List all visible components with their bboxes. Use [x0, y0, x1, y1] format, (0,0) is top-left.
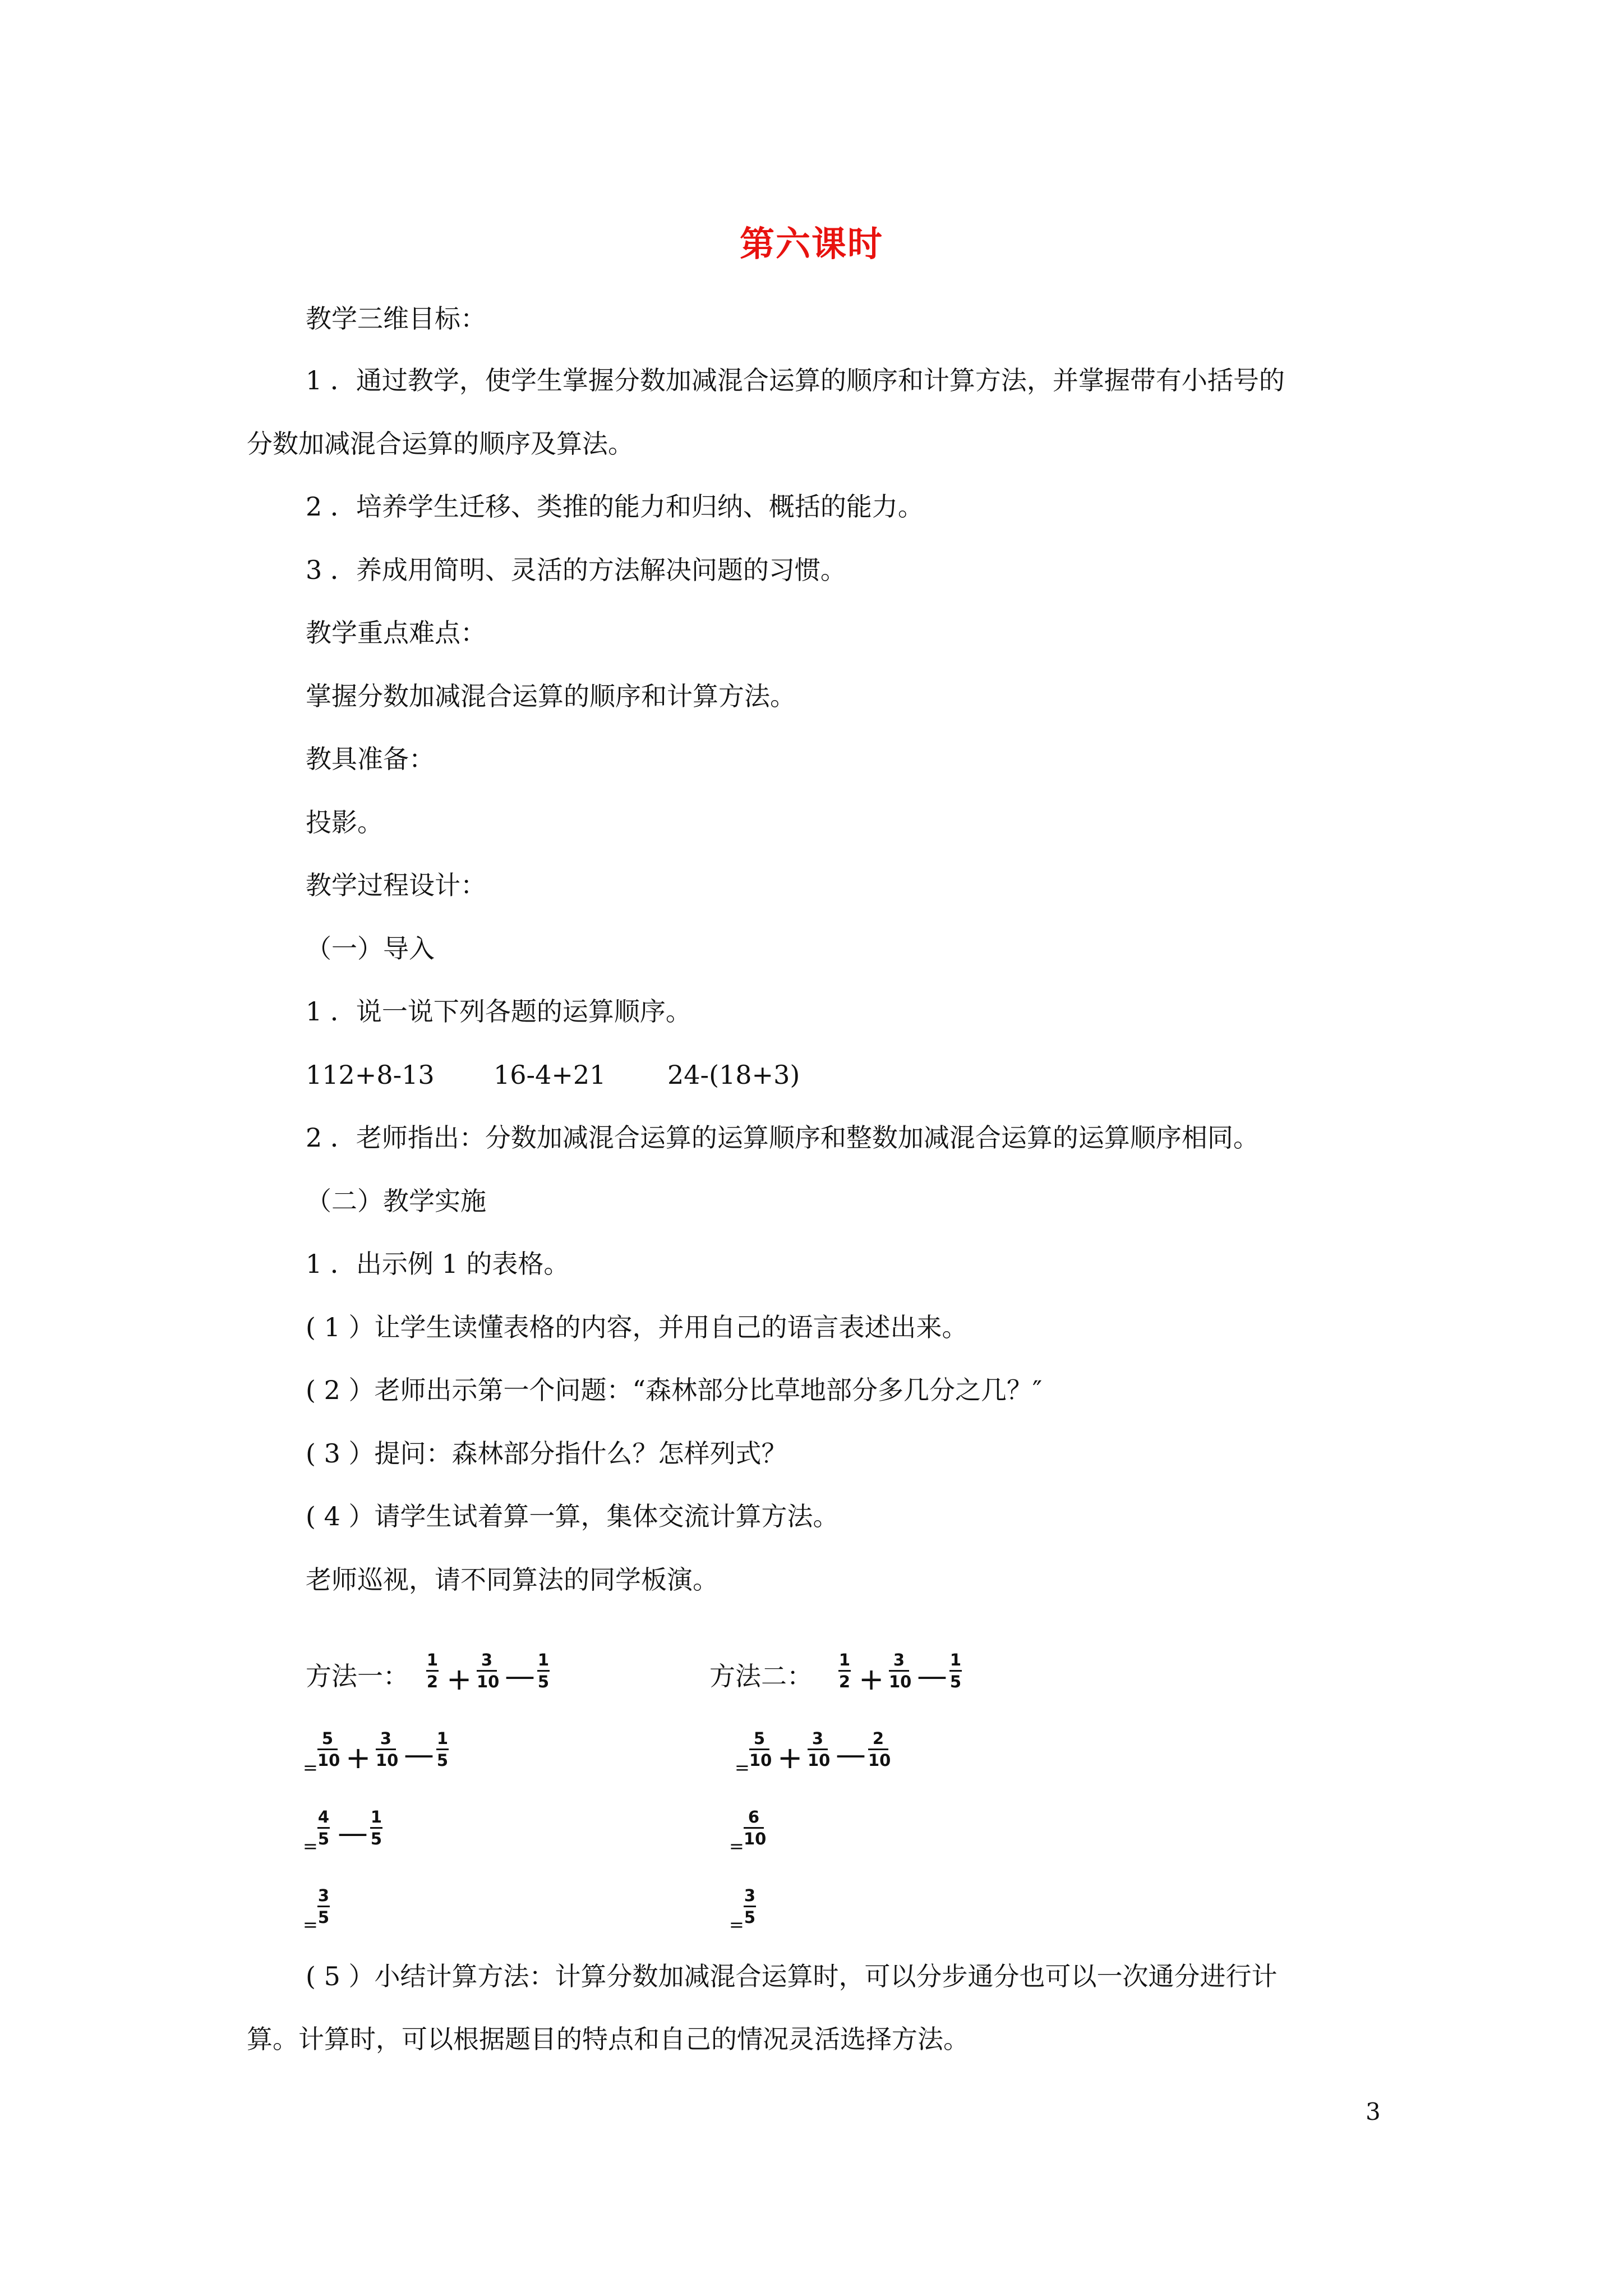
fraction-bar — [744, 1906, 756, 1907]
impl-step-4: ( 4 ）请学生试着算一算，集体交流计算方法。 — [306, 1501, 839, 1531]
numerator: 6 — [748, 1807, 760, 1826]
fraction-bar — [477, 1670, 497, 1672]
m1-row1-fraction-3 — [537, 1652, 550, 1690]
impl-step-1: ( 1 ）让学生读懂表格的内容，并用自己的语言表述出来。 — [306, 1312, 968, 1342]
impl-step-3: ( 3 ）提问：森林部分指什么？怎样列式？ — [306, 1438, 787, 1469]
m1-row3-fraction-1 — [317, 1809, 330, 1847]
numerator: 3 — [380, 1729, 392, 1748]
m2-row4-fraction-1 — [744, 1888, 756, 1926]
fraction-bar — [317, 1906, 330, 1907]
objective-3: 3 ．养成用简明、灵活的方法解决问题的习惯。 — [306, 555, 846, 585]
numerator: 3 — [744, 1886, 756, 1905]
m1-row4-fraction-1 — [317, 1888, 330, 1926]
m2-row3-equals-sign: = — [729, 1835, 744, 1857]
page-title: 第六课时 — [739, 223, 883, 264]
denominator: 2 — [426, 1672, 439, 1691]
m1-row3-minus-sign: — — [338, 1815, 368, 1851]
m2-row1-fraction-2 — [889, 1650, 912, 1691]
m2-row2-minus-sign: — — [836, 1737, 866, 1772]
fraction-bar — [868, 1749, 888, 1750]
denominator: 10 — [477, 1672, 500, 1691]
section-heading-process: 教学过程设计： — [306, 870, 486, 900]
m2-row2-fraction-1 — [749, 1729, 772, 1770]
numerator: 1 — [426, 1650, 439, 1669]
m2-row1-fraction-1 — [838, 1652, 851, 1690]
subsection-implementation: （二）教学实施 — [306, 1186, 486, 1216]
denominator: 10 — [376, 1751, 399, 1770]
fraction-bar — [317, 1749, 338, 1750]
method-2-label: 方法二： — [709, 1661, 813, 1691]
numerator: 5 — [753, 1729, 766, 1748]
numerator: 1 — [949, 1650, 962, 1669]
fraction-bar — [949, 1670, 962, 1672]
denominator: 10 — [317, 1751, 340, 1770]
m1-row1-plus-sign: + — [446, 1662, 472, 1697]
numerator: 3 — [317, 1886, 330, 1905]
m1-row1-fraction-1 — [426, 1652, 439, 1690]
numerator: 1 — [436, 1729, 449, 1748]
m2-row1-plus-sign: + — [859, 1662, 884, 1697]
denominator: 10 — [889, 1672, 912, 1691]
m2-row2-plus-sign: + — [777, 1740, 803, 1775]
m1-row2-fraction-3 — [436, 1731, 449, 1769]
denominator: 10 — [749, 1751, 772, 1770]
page-number: 3 — [1366, 2098, 1381, 2125]
impl-note: 老师巡视，请不同算法的同学板演。 — [306, 1565, 718, 1595]
fraction-bar — [808, 1749, 828, 1750]
impl-step-5: ( 5 ）小结计算方法：计算分数加减混合运算时，可以分步通分也可以一次通分进行计 — [306, 1961, 1278, 1991]
m1-row1-minus-sign: — — [505, 1658, 535, 1694]
numerator: 5 — [321, 1729, 334, 1748]
denominator: 5 — [317, 1908, 330, 1927]
m1-row2-plus-sign: + — [345, 1740, 371, 1775]
section-heading-materials: 教具准备： — [306, 744, 435, 774]
intro-expr-1: 112+8-13 — [306, 1060, 435, 1090]
keypoints-text: 掌握分数加减混合运算的顺序和计算方法。 — [306, 681, 796, 711]
intro-item-2: 2 ．老师指出：分数加减混合运算的运算顺序和整数加减混合运算的运算顺序相同。 — [306, 1122, 1259, 1153]
m1-row2-fraction-1 — [317, 1731, 338, 1769]
materials-text: 投影。 — [306, 807, 383, 838]
fraction-bar — [436, 1749, 449, 1750]
fraction-bar — [537, 1670, 550, 1672]
m2-row2-fraction-3 — [868, 1729, 891, 1770]
numerator: 1 — [537, 1650, 550, 1669]
fraction-bar — [317, 1827, 330, 1829]
m2-row1-minus-sign: — — [917, 1658, 947, 1694]
denominator: 5 — [537, 1672, 550, 1691]
denominator: 5 — [317, 1829, 330, 1848]
denominator: 5 — [370, 1829, 382, 1848]
m2-row2-fraction-2 — [808, 1729, 831, 1770]
numerator: 4 — [317, 1807, 330, 1826]
section-heading-keypoints: 教学重点难点： — [306, 618, 486, 648]
section-heading-objectives: 教学三维目标： — [306, 303, 486, 334]
fraction-bar — [426, 1670, 439, 1672]
denominator: 5 — [744, 1908, 756, 1927]
denominator: 2 — [838, 1672, 851, 1691]
fraction-bar — [749, 1749, 769, 1750]
numerator: 2 — [872, 1729, 884, 1748]
numerator: 1 — [370, 1807, 382, 1826]
fraction-bar — [744, 1827, 764, 1829]
intro-expr-3: 24-(18+3) — [667, 1060, 800, 1090]
impl-step-2: ( 2 ）老师出示第一个问题：“森林部分比草地部分多几分之几？″ — [306, 1375, 1043, 1405]
objective-1-cont: 分数加减混合运算的顺序及算法。 — [247, 429, 634, 459]
fraction-bar — [370, 1827, 382, 1829]
numerator: 3 — [893, 1650, 905, 1669]
m1-row3-fraction-2 — [370, 1809, 382, 1847]
denominator: 10 — [808, 1751, 831, 1770]
m2-row1-fraction-3 — [949, 1652, 962, 1690]
objective-1: 1 ．通过教学，使学生掌握分数加减混合运算的顺序和计算方法，并掌握带有小括号的 — [306, 365, 1285, 395]
m1-row2-fraction-2 — [376, 1729, 399, 1770]
m1-row4-equals-sign: = — [303, 1914, 318, 1935]
m2-row2-equals-sign: = — [735, 1757, 750, 1778]
impl-item-1: 1 ．出示例 1 的表格。 — [306, 1249, 570, 1279]
intro-expr-2: 16-4+21 — [494, 1060, 606, 1090]
m1-row1-fraction-2 — [477, 1650, 500, 1691]
denominator: 5 — [436, 1751, 449, 1770]
fraction-bar — [838, 1670, 851, 1672]
m1-row2-equals-sign: = — [303, 1757, 318, 1778]
m2-row4-equals-sign: = — [729, 1914, 744, 1935]
objective-2: 2 ．培养学生迁移、类推的能力和归纳、概括的能力。 — [306, 491, 924, 522]
denominator: 5 — [949, 1672, 962, 1691]
method-1-label: 方法一： — [306, 1661, 409, 1691]
impl-step-5-cont: 算。计算时，可以根据题目的特点和自己的情况灵活选择方法。 — [247, 2024, 969, 2054]
intro-item-1: 1 ．说一说下列各题的运算顺序。 — [306, 996, 691, 1027]
numerator: 1 — [838, 1650, 851, 1669]
m2-row3-fraction-1 — [744, 1807, 767, 1848]
fraction-bar — [889, 1670, 909, 1672]
m1-row3-equals-sign: = — [303, 1835, 318, 1857]
denominator: 10 — [868, 1751, 891, 1770]
m1-row2-minus-sign: — — [404, 1737, 434, 1772]
subsection-intro: （一）导入 — [306, 933, 435, 964]
denominator: 10 — [744, 1829, 767, 1848]
fraction-bar — [376, 1749, 396, 1750]
numerator: 3 — [811, 1729, 824, 1748]
numerator: 3 — [481, 1650, 493, 1669]
